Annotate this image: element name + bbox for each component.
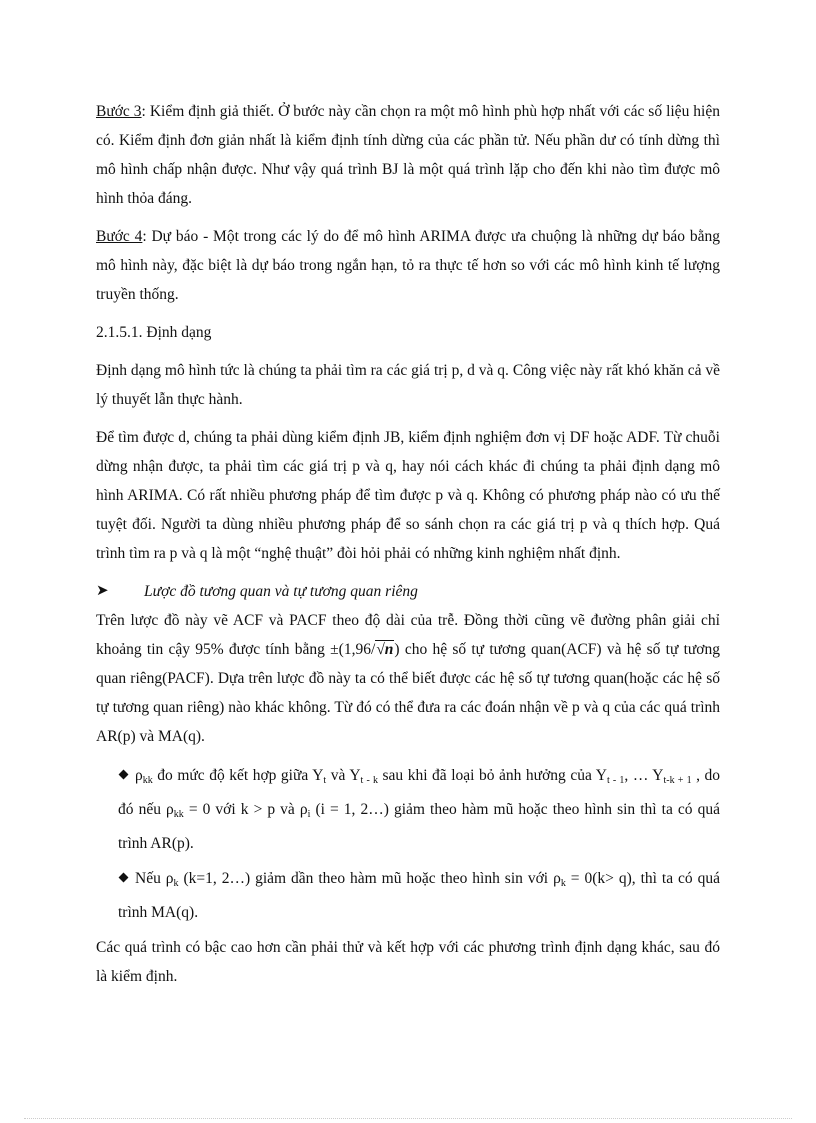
bullet-item-ar	[96, 761, 720, 858]
bullet-text: Nếu ρ	[135, 870, 174, 887]
bullet-text: , do đó nếu ρ	[118, 767, 721, 818]
step4-paragraph	[96, 222, 720, 309]
subscript: t-k + 1	[663, 775, 692, 786]
diamond-bullet-icon	[119, 873, 129, 883]
sqrt-n: √n	[376, 641, 394, 658]
correlogram-text-2: ) cho hệ số tự tương quan(ACF) và hệ số tự tương quan riêng(PACF). Dựa trên lược đồ này ta có thể biết được các hệ số tự tương quan(hoặc các hệ số tự tương quan riêng) nào khác không. Từ đó có thể đưa ra các đoán nhận về p và q của các quá trình AR(p) và MA(q).	[96, 641, 721, 745]
bullet-text: = 0(k> q), thì ta có quá trình MA(q).	[118, 870, 721, 921]
step3-text: : Kiểm định giả thiết. Ở bước này cần chọn ra một mô hình phù hợp nhất với các số liệu hiện có. Kiểm định đơn giản nhất là kiểm định tính dừng của các phần tử. Nếu phần dư có tính dừng thì mô hình chấp nhận được. Như vậy quá trình BJ là một quá trình lặp cho đến khi nào tìm được mô hình thỏa đáng.	[96, 103, 720, 207]
step3-label: Bước 3	[96, 103, 142, 120]
bullet-text: và Y	[326, 767, 361, 784]
diamond-bullet-icon	[119, 770, 129, 780]
subscript: t	[323, 775, 327, 786]
paragraph-finding-d: Để tìm được d, chúng ta phải dùng kiểm định JB, kiểm định nghiệm đơn vị DF hoặc ADF. Từ chuỗi dừng nhận được, ta phải tìm các giá trị p và q, hay nói cách khác đi chúng ta phải định dạng mô hình ARIMA. Có rất nhiều phương pháp để tìm được p và q. Không có phương pháp nào có ưu thế tuyệt đối. Người ta dùng nhiều phương pháp để so sánh chọn ra các giá trị p và q thích hợp. Quá trình tìm ra p và q là một “nghệ thuật” đòi hỏi phải có những kinh nghiệm nhất định.	[96, 429, 720, 562]
document-page	[96, 97, 720, 991]
subscript: i	[307, 809, 311, 820]
subscript: k	[560, 878, 566, 889]
rho-symbol: ρ	[135, 767, 143, 784]
subheading: Lược đồ tương quan và tự tương quan riêng	[144, 583, 418, 600]
subscript: kk	[173, 809, 184, 820]
bullet-text: (k=1, 2…) giảm dần theo hàm mũ hoặc theo hình sin với ρ	[178, 870, 561, 887]
arrow-bullet-icon: ➤	[96, 583, 109, 599]
subheading-row	[96, 577, 720, 606]
page-footer-divider	[24, 1118, 792, 1119]
paragraph-correlogram	[96, 606, 720, 751]
sqrt-n-value: n	[384, 641, 394, 658]
paragraph-identification: Định dạng mô hình tức là chúng ta phải tìm ra các giá trị p, d và q. Công việc này rất khó khăn cả về lý thuyết lẫn thực hành.	[96, 362, 720, 408]
subscript: t - 1	[606, 775, 625, 786]
paragraph-higher-order: Các quá trình có bậc cao hơn cần phải thử và kết hợp với các phương trình định dạng khác, sau đó là kiểm định.	[96, 939, 720, 985]
bullet-item-ma	[96, 864, 720, 927]
bullet-text: , … Y	[624, 767, 664, 784]
bullet-text: (i = 1, 2…) giảm theo hàm mũ hoặc theo hình sin thì ta có quá trình AR(p).	[118, 801, 720, 852]
correlogram-text-1: Trên lược đồ này vẽ ACF và PACF theo độ dài của trễ. Đồng thời cũng vẽ đường phân giải chỉ khoảng tin cậy 95% được tính bằng ±(1,96/	[96, 612, 720, 658]
section-heading: 2.1.5.1. Định dạng	[96, 324, 212, 341]
bullet-text: đo mức độ kết hợp giữa Y	[152, 767, 324, 784]
subscript: k	[173, 878, 179, 889]
step4-label: Bước 4	[96, 228, 143, 245]
subscript: t - k	[360, 775, 378, 786]
subscript: kk	[142, 775, 153, 786]
step4-text: : Dự báo - Một trong các lý do để mô hình ARIMA được ưa chuộng là những dự báo bằng mô hình này, đặc biệt là dự báo trong ngắn hạn, tỏ ra thực tế hơn so với các mô hình kinh tế lượng truyền thống.	[96, 228, 720, 303]
bullet-text: sau khi đã loại bỏ ảnh hưởng của Y	[377, 767, 607, 784]
bullet-text: = 0 với k > p và ρ	[183, 801, 308, 818]
step3-paragraph	[96, 97, 720, 213]
